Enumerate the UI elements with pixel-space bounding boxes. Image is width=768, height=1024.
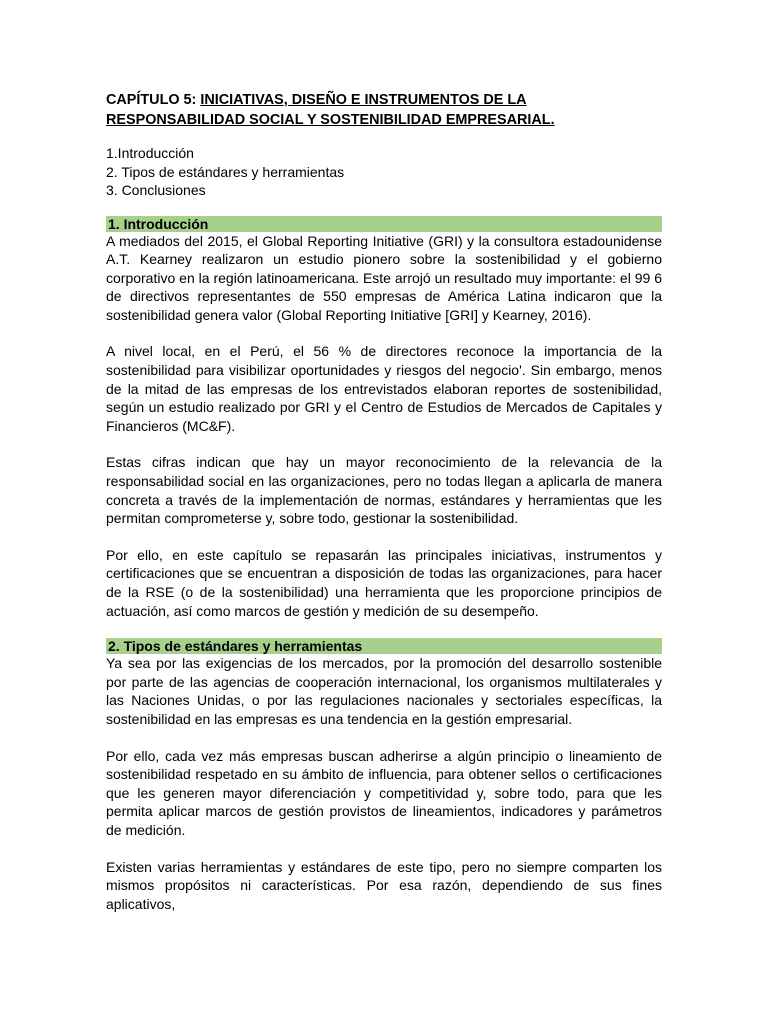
chapter-title-underlined: INICIATIVAS, DISEÑO E INSTRUMENTOS DE LA RESPONSABILIDAD SOCIAL Y SOSTENIBILIDAD EMPRESARIAL.	[106, 92, 555, 128]
toc-item: 1.Introducción	[106, 145, 194, 161]
section-heading-tipos: 2. Tipos de estándares y herramientas	[106, 638, 662, 654]
section2-paragraph: Por ello, cada vez más empresas buscan adherirse a algún principio o lineamiento de sostenibilidad respetado en su ámbito de influencia, para obtener sellos o certificaciones que les generen mayor diferenciación y competitividad y, sobre todo, para que les permita aplicar marcos de gestión provistos de lineamientos, indicadores y parámetros de medición.	[106, 747, 662, 838]
toc-item: 3. Conclusiones	[106, 182, 206, 198]
section-heading-introduccion: 1. Introducción	[106, 216, 662, 232]
chapter-title	[106, 90, 662, 130]
section2-paragraph: Existen varias herramientas y estándares de este tipo, pero no siempre comparten los mismos propósitos ni características. Por esa razón, dependiendo de sus fines aplicativos,	[106, 858, 662, 912]
table-of-contents	[106, 144, 662, 200]
document-body	[106, 90, 662, 931]
toc-item: 2. Tipos de estándares y herramientas	[106, 163, 345, 180]
section1-paragraph: A mediados del 2015, el Global Reporting Initiative (GRI) y la consultora estadounidense A.T. Kearney realizaron un estudio pionero sobre la sostenibilidad y el gobierno corporativo en la región latinoamericana. Este arrojó un resultado muy importante: el 99 6 de directivos representantes de 550 empresas de América Latina indicaron que la sostenibilidad genera valor (Global Reporting Initiative [GRI] y Kearney, 2016).	[106, 232, 662, 323]
section2-paragraph: Ya sea por las exigencias de los mercados, por la promoción del desarrollo sostenible por parte de las agencias de cooperación internacional, los organismos multilaterales y las Naciones Unidas, o por las regulaciones nacionales y sectoriales específicas, la sostenibilidad en las empresas es una tendencia en la gestión empresarial.	[106, 655, 662, 727]
section1-paragraph: Por ello, en este capítulo se repasarán las principales iniciativas, instrumentos y certificaciones que se encuentran a disposición de todas las organizaciones, para hacer de la RSE (o de la sostenibilidad) una herramienta que les proporcione principios de actuación, así como marcos de gestión y medición de su desempeño.	[106, 546, 662, 619]
section1-paragraph: Estas cifras indican que hay un mayor reconocimiento de la relevancia de la responsabilidad social en las organizaciones, pero no todas llegan a aplicarla de manera concreta a través de la implementación de normas, estándares y herramientas que les permitan comprometerse y, sobre todo, gestionar la sostenibilidad.	[106, 454, 662, 527]
section1-paragraph: A nivel local, en el Perú, el 56 % de directores reconoce la importancia de la sostenibilidad para visibilizar oportunidades y riesgos del negocio'. Sin embargo, menos de la mitad de las empresas de los entrevistados elaboran reportes de sostenibilidad, según un estudio realizado por GRI y el Centro de Estudios de Mercados de Capitales y Financieros (MC&F).	[106, 343, 662, 434]
chapter-title-prefix: CAPÍTULO 5:	[106, 92, 201, 108]
